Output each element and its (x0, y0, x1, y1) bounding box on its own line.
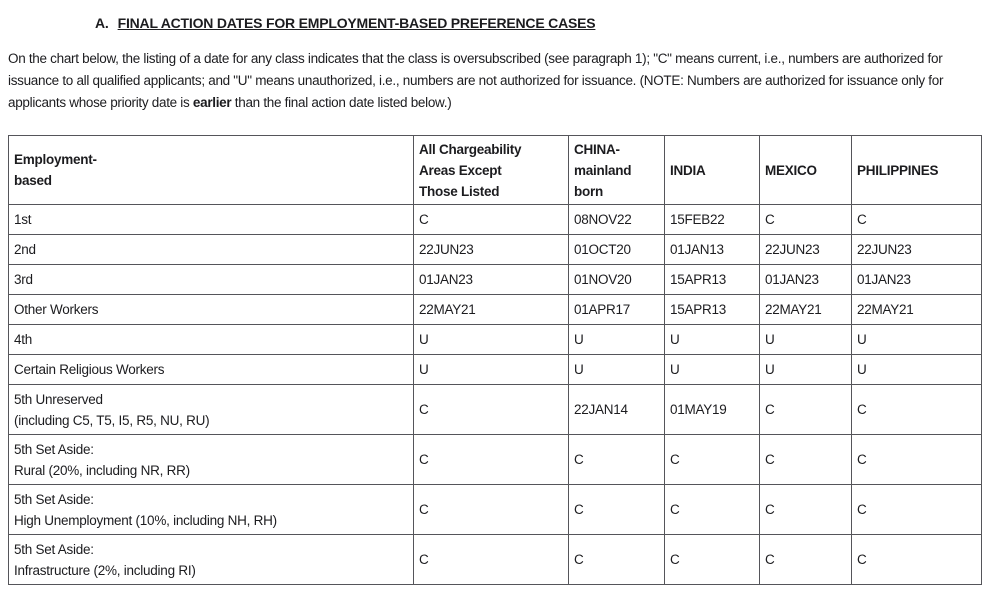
cell-text-line: Other Workers (14, 302, 99, 317)
row-label (9, 485, 414, 535)
cell-value: 15APR13 (665, 265, 760, 295)
cell-value: C (414, 205, 569, 235)
cell-value: C (569, 435, 665, 485)
cell-value: 22MAY21 (414, 295, 569, 325)
cell-value: 22JUN23 (414, 235, 569, 265)
cell-value: 15APR13 (665, 295, 760, 325)
cell-text-line: mainland (574, 162, 632, 178)
cell-value: C (852, 385, 982, 435)
cell-text-line: Certain Religious Workers (14, 362, 165, 377)
cell-text-line: 5th Unreserved (14, 391, 103, 407)
table-body (9, 205, 982, 585)
cell-value: U (665, 325, 760, 355)
cell-value: U (852, 325, 982, 355)
section-title-text: FINAL ACTION DATES FOR EMPLOYMENT-BASED PREFERENCE CASES (117, 15, 596, 31)
column-header (414, 136, 569, 205)
table-row (9, 205, 982, 235)
cell-value: 01APR17 (569, 295, 665, 325)
cell-text-line: Those Listed (419, 183, 500, 199)
column-header (9, 136, 414, 205)
cell-value: U (760, 355, 852, 385)
cell-value: C (569, 485, 665, 535)
cell-value: 01JAN23 (760, 265, 852, 295)
header-row (9, 136, 982, 205)
table-row (9, 435, 982, 485)
column-header (852, 136, 982, 205)
table-row (9, 355, 982, 385)
cell-value: 22JUN23 (852, 235, 982, 265)
cell-value: U (569, 325, 665, 355)
cell-value: U (414, 355, 569, 385)
cell-value: C (569, 535, 665, 585)
cell-text-line: Rural (20%, including NR, RR) (14, 462, 190, 478)
section-title-prefix: A. (95, 15, 109, 31)
table-row (9, 235, 982, 265)
row-label (9, 385, 414, 435)
intro-text-part2: than the final action date listed below.) (231, 95, 452, 110)
cell-text-line: 1st (14, 212, 32, 227)
row-label (9, 295, 414, 325)
cell-text-line: All Chargeability (419, 141, 522, 157)
cell-value: U (852, 355, 982, 385)
cell-text-line: 4th (14, 332, 33, 347)
intro-text-part1: On the chart below, the listing of a date for any class indicates that the class is oversubscribed (see paragraph 1); "C" means current, i.e., numbers are authorized for issuance to all qualified applicants; and "U" means unauthorized, i.e., numbers are not authorized for issuance. (NOTE: Numbers are authorized for issuance only for applicants whose priority date is (8, 51, 944, 110)
cell-text-line: (including C5, T5, I5, R5, NU, RU) (14, 412, 210, 428)
cell-text-line: INDIA (670, 162, 706, 178)
cell-text-line: based (14, 173, 52, 188)
final-action-dates-table (8, 135, 982, 585)
cell-text-line: High Unemployment (10%, including NH, RH) (14, 512, 277, 528)
cell-value: 01JAN13 (665, 235, 760, 265)
row-label (9, 265, 414, 295)
table-row (9, 535, 982, 585)
cell-text-line: 3rd (14, 272, 33, 287)
cell-value: 22JAN14 (569, 385, 665, 435)
cell-value: C (414, 385, 569, 435)
cell-value: C (852, 485, 982, 535)
cell-value: C (760, 205, 852, 235)
cell-value: C (665, 535, 760, 585)
cell-value: U (414, 325, 569, 355)
table-row (9, 295, 982, 325)
cell-value: 08NOV22 (569, 205, 665, 235)
cell-value: C (414, 535, 569, 585)
cell-value: U (569, 355, 665, 385)
section-title (95, 15, 984, 31)
intro-paragraph (8, 48, 966, 114)
cell-text-line: 5th Set Aside: (14, 491, 94, 507)
cell-value: C (852, 205, 982, 235)
cell-text-line: PHILIPPINES (857, 162, 939, 178)
column-header (760, 136, 852, 205)
row-label (9, 205, 414, 235)
table-row (9, 485, 982, 535)
cell-value: C (760, 485, 852, 535)
cell-value: C (414, 435, 569, 485)
table-row (9, 325, 982, 355)
cell-value: 01OCT20 (569, 235, 665, 265)
cell-value: C (760, 535, 852, 585)
cell-value: C (760, 435, 852, 485)
cell-value: C (852, 435, 982, 485)
cell-value: C (665, 485, 760, 535)
cell-text-line: 2nd (14, 242, 36, 257)
cell-text-line: Areas Except (419, 162, 502, 178)
intro-text-bold: earlier (192, 95, 232, 110)
cell-value: C (852, 535, 982, 585)
table-head (9, 136, 982, 205)
row-label (9, 355, 414, 385)
cell-text-line: CHINA- (574, 141, 620, 157)
cell-text-line: Employment- (14, 152, 97, 167)
cell-value: 01JAN23 (852, 265, 982, 295)
row-label (9, 325, 414, 355)
cell-value: U (760, 325, 852, 355)
cell-text-line: 5th Set Aside: (14, 541, 94, 557)
cell-value: U (665, 355, 760, 385)
cell-value: C (760, 385, 852, 435)
table-row (9, 265, 982, 295)
column-header (665, 136, 760, 205)
cell-value: C (665, 435, 760, 485)
cell-value: 01JAN23 (414, 265, 569, 295)
cell-value: 22MAY21 (852, 295, 982, 325)
row-label (9, 235, 414, 265)
table-row (9, 385, 982, 435)
column-header (569, 136, 665, 205)
cell-value: C (414, 485, 569, 535)
cell-text-line: Infrastructure (2%, including RI) (14, 562, 196, 578)
cell-text-line: born (574, 183, 603, 199)
cell-value: 15FEB22 (665, 205, 760, 235)
cell-text-line: 5th Set Aside: (14, 441, 94, 457)
row-label (9, 435, 414, 485)
cell-value: 22MAY21 (760, 295, 852, 325)
cell-value: 22JUN23 (760, 235, 852, 265)
row-label (9, 535, 414, 585)
cell-text-line: MEXICO (765, 162, 817, 178)
cell-value: 01MAY19 (665, 385, 760, 435)
cell-value: 01NOV20 (569, 265, 665, 295)
